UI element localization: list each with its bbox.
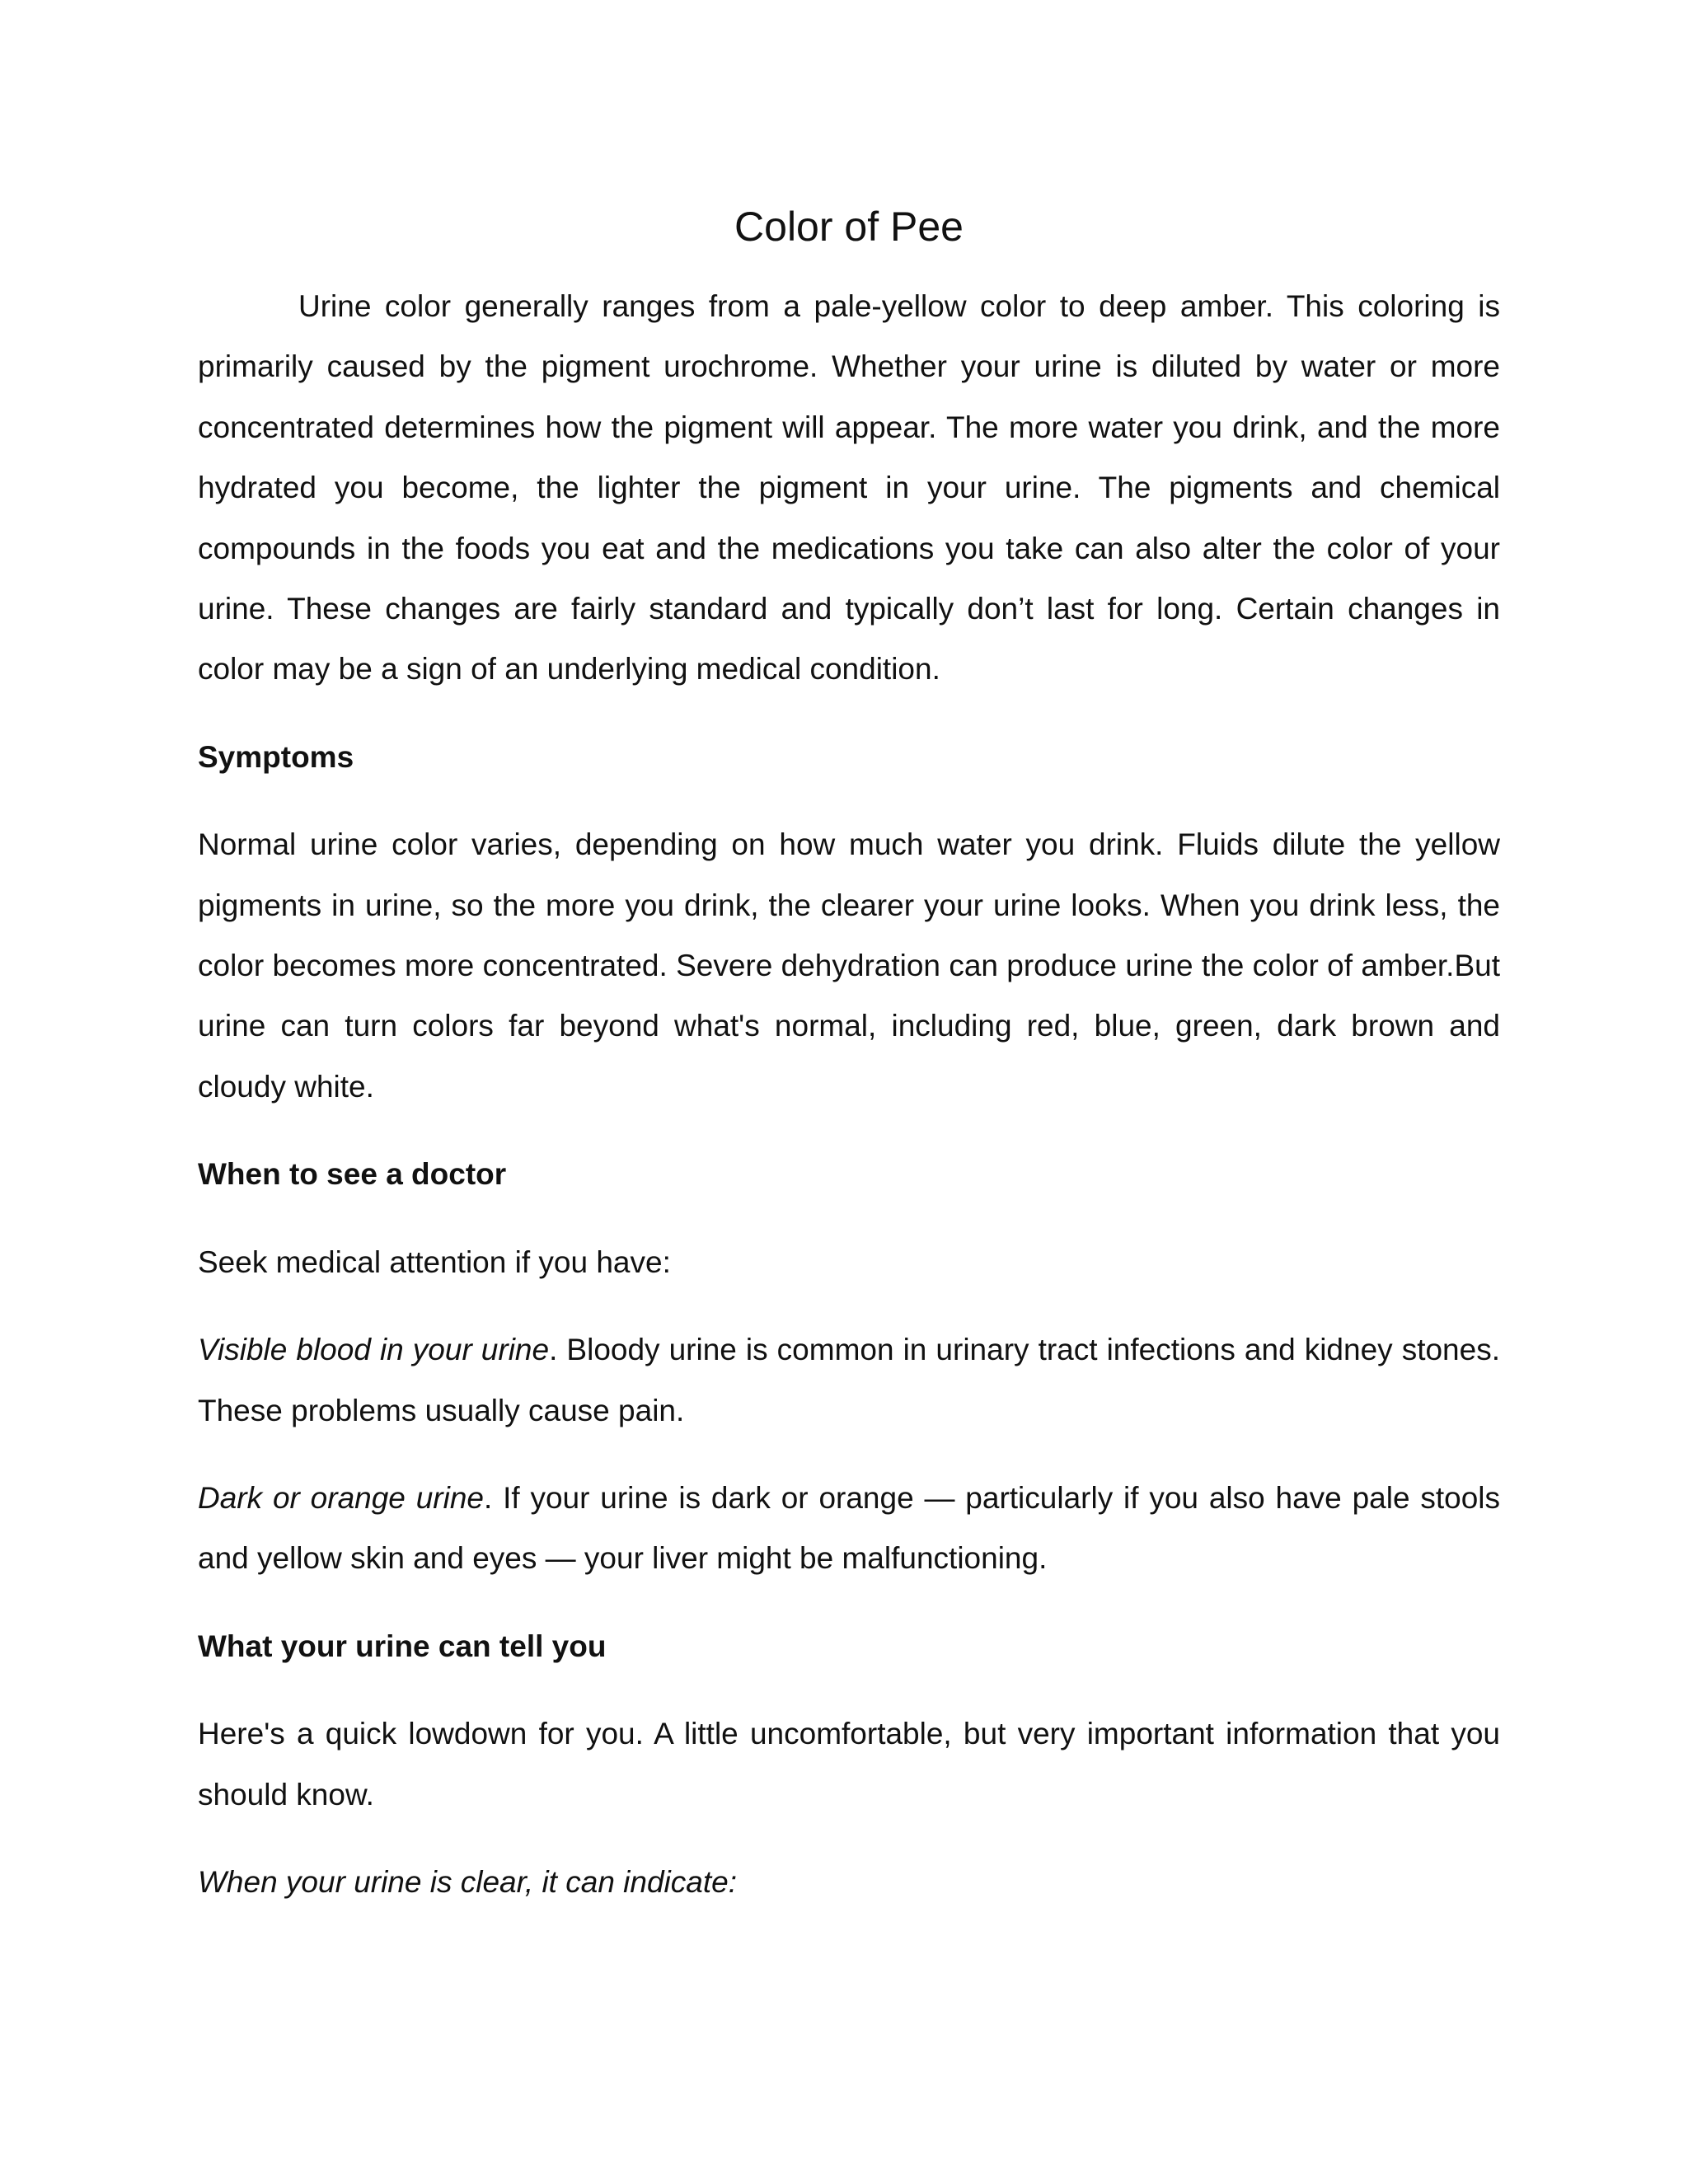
doctor-heading: When to see a doctor bbox=[198, 1157, 507, 1192]
tell-paragraph: Here's a quick lowdown for you. A little uncomfortable, but very important information that you should know. bbox=[198, 1717, 1500, 1811]
symptoms-heading: Symptoms bbox=[198, 739, 354, 774]
blood-urine-paragraph bbox=[198, 1319, 1500, 1441]
intro-paragraph: Urine color generally ranges from a pale-yellow color to deep amber. This coloring is primarily caused by the pigment urochrome. Whether your urine is diluted by water or more concentrated determines how the pigment will appear. The more water you drink, and the more hydrated you become, the lighter the pigment in your urine. The pigments and chemical compounds in the foods you eat and the medications you take can also alter the color of your urine. These changes are fairly standard and typically don’t last for long. Certain changes in color may be a sign of an underlying medical condition. bbox=[198, 289, 1500, 687]
document-page bbox=[198, 198, 1500, 1912]
blood-urine-term: Visible blood in your urine bbox=[198, 1333, 550, 1367]
symptoms-paragraph: Normal urine color varies, depending on how much water you drink. Fluids dilute the yellow pigments in urine, so the more you drink, the clearer your urine looks. When you drink less, the color becomes more concentrated. Severe dehydration can produce urine the color of amber.But urine can turn colors far beyond what's normal, including red, blue, green, dark brown and cloudy white. bbox=[198, 827, 1500, 1104]
dark-urine-paragraph bbox=[198, 1468, 1500, 1589]
document-title: Color of Pee bbox=[734, 204, 964, 250]
tell-heading: What your urine can tell you bbox=[198, 1629, 607, 1663]
dark-urine-term: Dark or orange urine bbox=[198, 1480, 484, 1515]
dark-urine-text: . If your urine is dark or orange — particularly if you also have pale stools and yellow skin and eyes — your liver might be malfunctioning. bbox=[198, 1480, 1501, 1576]
clear-urine-lead: When your urine is clear, it can indicate: bbox=[198, 1864, 737, 1899]
blood-urine-text: . Bloody urine is common in urinary tract infections and kidney stones. These problems usually cause pain. bbox=[198, 1333, 1500, 1427]
doctor-lead-paragraph: Seek medical attention if you have: bbox=[198, 1244, 671, 1279]
